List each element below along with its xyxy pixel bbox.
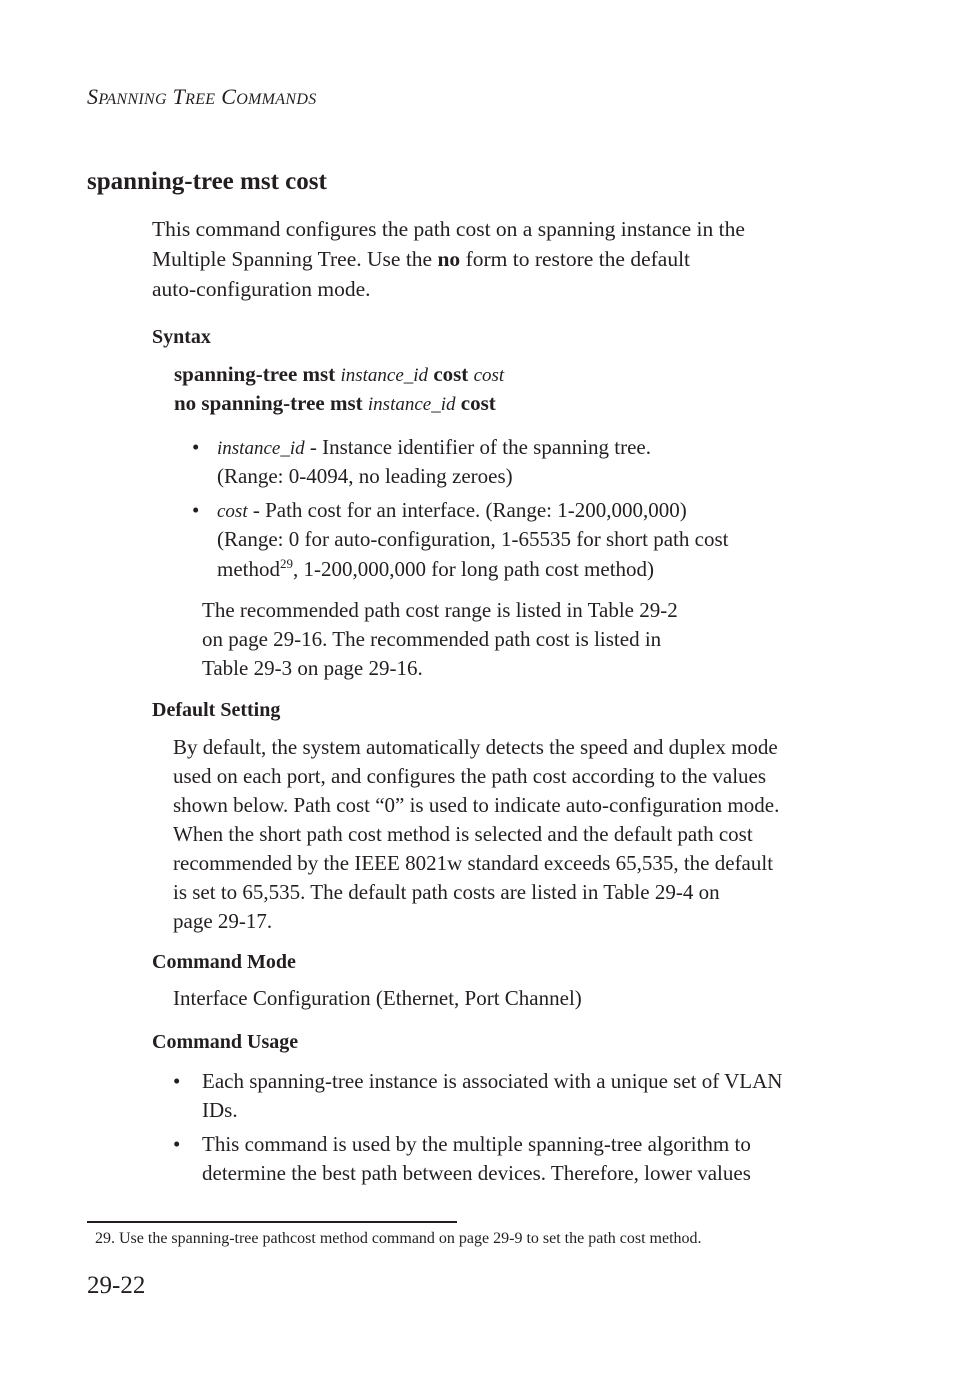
syntax-note: The recommended path cost range is listed in Table 29-2 on page 29-16. The recommended path cost is listed in Table 29-3 on page 29-16. (202, 598, 678, 680)
intro-paragraph: This command configures the path cost on a spanning instance in the Multiple Spanning Tree. Use the no form to restore the default auto-configuration mode. (152, 217, 745, 301)
syntax-line-1: spanning-tree mst instance_id cost cost (174, 362, 505, 386)
syntax-heading: Syntax (152, 326, 211, 348)
footnote: 29. Use the spanning-tree pathcost method command on page 29-9 to set the path cost method. (95, 1230, 702, 1247)
command-usage-heading: Command Usage (152, 1031, 299, 1053)
command-title: spanning-tree mst cost (87, 168, 327, 195)
command-mode-heading: Command Mode (152, 951, 296, 973)
command-mode-text: Interface Configuration (Ethernet, Port Channel) (173, 986, 582, 1010)
usage-bullet-1: • Each spanning-tree instance is associated with a unique set of VLAN IDs. (173, 1069, 783, 1122)
footnote-rule (87, 1221, 457, 1223)
default-setting-heading: Default Setting (152, 699, 281, 721)
syntax-line-2: no spanning-tree mst instance_id cost (174, 391, 496, 415)
usage-bullet-2: • This command is used by the multiple spanning-tree algorithm to determine the best path between devices. Therefore, lower values (173, 1132, 751, 1185)
running-head: SPANNING TREE COMMANDS (87, 84, 317, 109)
default-setting-text: By default, the system automatically detects the speed and duplex mode used on each port, and configures the path cost according to the values shown below. Path cost “0” is used to indicate auto-configuration mode. When the short path cost method is selected and the default path cost recommended by the IEEE 8021w standard exceeds 65,535, the default is set to 65,535. The default path costs are listed in Table 29-4 on page 29-17. (173, 735, 780, 933)
page-number: 29-22 (87, 1272, 146, 1299)
